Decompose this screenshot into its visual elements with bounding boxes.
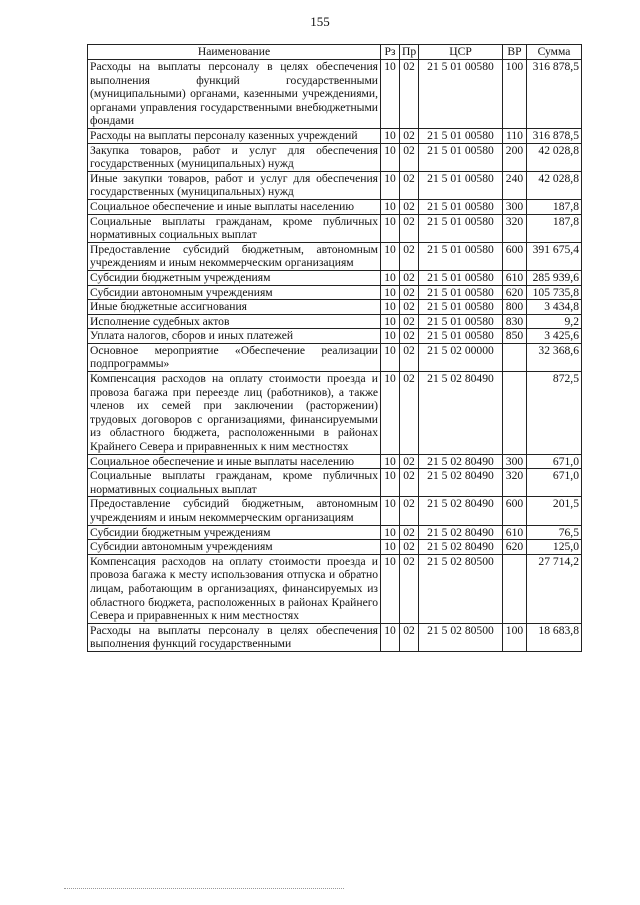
- cell-pr: 02: [400, 540, 419, 555]
- cell-rz: 10: [381, 469, 400, 497]
- table-row: [88, 554, 582, 623]
- cell-sum: 316 878,5: [527, 60, 582, 129]
- cell-pr: 02: [400, 623, 419, 651]
- cell-csr: 21 5 01 00580: [419, 300, 503, 315]
- cell-pr: 02: [400, 143, 419, 171]
- cell-name: Иные закупки товаров, работ и услуг для обеспечения государственных (муниципальных) нужд: [88, 171, 381, 199]
- cell-csr: 21 5 01 00580: [419, 242, 503, 270]
- table-row: [88, 171, 582, 199]
- table-row: [88, 300, 582, 315]
- table-row: [88, 314, 582, 329]
- cell-rz: 10: [381, 285, 400, 300]
- cell-pr: 02: [400, 329, 419, 344]
- cell-pr: 02: [400, 343, 419, 371]
- cell-pr: 02: [400, 60, 419, 129]
- cell-sum: 42 028,8: [527, 171, 582, 199]
- cell-rz: 10: [381, 143, 400, 171]
- cell-pr: 02: [400, 372, 419, 455]
- cell-rz: 10: [381, 372, 400, 455]
- cell-rz: 10: [381, 199, 400, 214]
- cell-vr: 600: [503, 497, 527, 525]
- header-pr: Пр: [400, 45, 419, 60]
- table-row: [88, 525, 582, 540]
- cell-pr: 02: [400, 497, 419, 525]
- page-number: 155: [310, 14, 330, 29]
- table-row: [88, 623, 582, 651]
- cell-sum: 18 683,8: [527, 623, 582, 651]
- cell-csr: 21 5 02 80500: [419, 623, 503, 651]
- cell-csr: 21 5 01 00580: [419, 270, 503, 285]
- cell-sum: 42 028,8: [527, 143, 582, 171]
- cell-rz: 10: [381, 540, 400, 555]
- table-row: [88, 270, 582, 285]
- cell-pr: 02: [400, 554, 419, 623]
- cell-name: Субсидии бюджетным учреждениям: [88, 270, 381, 285]
- cell-name: Расходы на выплаты персоналу в целях обеспечения выполнения функций государственными: [88, 623, 381, 651]
- cell-csr: 21 5 02 80500: [419, 554, 503, 623]
- cell-vr: 100: [503, 623, 527, 651]
- cell-name: Социальные выплаты гражданам, кроме публичных нормативных социальных выплат: [88, 469, 381, 497]
- cell-vr: 600: [503, 242, 527, 270]
- cell-vr: 110: [503, 128, 527, 143]
- cell-name: Исполнение судебных актов: [88, 314, 381, 329]
- cell-rz: 10: [381, 329, 400, 344]
- table-row: [88, 497, 582, 525]
- cell-csr: 21 5 02 80490: [419, 454, 503, 469]
- cell-sum: 285 939,6: [527, 270, 582, 285]
- cell-sum: 316 878,5: [527, 128, 582, 143]
- cell-csr: 21 5 01 00580: [419, 314, 503, 329]
- cell-name: Расходы на выплаты персоналу казенных учреждений: [88, 128, 381, 143]
- cell-vr: 200: [503, 143, 527, 171]
- table-header-row: [88, 45, 582, 60]
- cell-rz: 10: [381, 270, 400, 285]
- cell-name: Расходы на выплаты персоналу в целях обеспечения выполнения функций государственными (муниципальными) органами, казенными учреждениями, органами управления государственными внебюджетными фондами: [88, 60, 381, 129]
- cell-name: Предоставление субсидий бюджетным, автономным учреждениям и иным некоммерческим организациям: [88, 497, 381, 525]
- cell-pr: 02: [400, 199, 419, 214]
- header-csr: ЦСР: [419, 45, 503, 60]
- cell-pr: 02: [400, 454, 419, 469]
- cell-pr: 02: [400, 270, 419, 285]
- cell-vr: 240: [503, 171, 527, 199]
- cell-rz: 10: [381, 623, 400, 651]
- cell-vr: 320: [503, 469, 527, 497]
- cell-name: Закупка товаров, работ и услуг для обеспечения государственных (муниципальных) нужд: [88, 143, 381, 171]
- cell-rz: 10: [381, 60, 400, 129]
- cell-sum: 187,8: [527, 199, 582, 214]
- header-sum: Сумма: [527, 45, 582, 60]
- cell-name: Основное мероприятие «Обеспечение реализации подпрограммы»: [88, 343, 381, 371]
- cell-name: Предоставление субсидий бюджетным, автономным учреждениям и иным некоммерческим организациям: [88, 242, 381, 270]
- cell-vr: 300: [503, 199, 527, 214]
- table-row: [88, 60, 582, 129]
- cell-pr: 02: [400, 469, 419, 497]
- cell-csr: 21 5 02 80490: [419, 469, 503, 497]
- cell-csr: 21 5 01 00580: [419, 60, 503, 129]
- table-row: [88, 454, 582, 469]
- cell-pr: 02: [400, 525, 419, 540]
- table-row: [88, 469, 582, 497]
- table-body: [88, 60, 582, 652]
- table-row: [88, 199, 582, 214]
- footer-divider: [64, 888, 344, 889]
- cell-rz: 10: [381, 171, 400, 199]
- cell-name: Социальное обеспечение и иные выплаты населению: [88, 199, 381, 214]
- cell-sum: 3 434,8: [527, 300, 582, 315]
- cell-rz: 10: [381, 525, 400, 540]
- cell-sum: 105 735,8: [527, 285, 582, 300]
- cell-csr: 21 5 01 00580: [419, 199, 503, 214]
- cell-rz: 10: [381, 214, 400, 242]
- cell-name: Субсидии автономным учреждениям: [88, 285, 381, 300]
- cell-name: Социальное обеспечение и иные выплаты населению: [88, 454, 381, 469]
- table-row: [88, 343, 582, 371]
- cell-pr: 02: [400, 171, 419, 199]
- cell-vr: [503, 554, 527, 623]
- cell-rz: 10: [381, 300, 400, 315]
- cell-vr: 620: [503, 540, 527, 555]
- cell-pr: 02: [400, 214, 419, 242]
- cell-csr: 21 5 01 00580: [419, 128, 503, 143]
- cell-pr: 02: [400, 242, 419, 270]
- cell-csr: 21 5 02 80490: [419, 525, 503, 540]
- table-row: [88, 128, 582, 143]
- cell-csr: 21 5 02 80490: [419, 372, 503, 455]
- cell-sum: 671,0: [527, 469, 582, 497]
- cell-vr: 830: [503, 314, 527, 329]
- cell-csr: 21 5 01 00580: [419, 143, 503, 171]
- cell-csr: 21 5 01 00580: [419, 285, 503, 300]
- cell-pr: 02: [400, 314, 419, 329]
- header-name: Наименование: [88, 45, 381, 60]
- cell-sum: 391 675,4: [527, 242, 582, 270]
- cell-vr: 610: [503, 270, 527, 285]
- cell-rz: 10: [381, 314, 400, 329]
- cell-sum: 27 714,2: [527, 554, 582, 623]
- cell-pr: 02: [400, 285, 419, 300]
- cell-sum: 76,5: [527, 525, 582, 540]
- cell-name: Компенсация расходов на оплату стоимости проезда и провоза багажа при переезде лиц (работников), а также членов их семей при заключении (расторжении) трудовых договоров с организациями, финансируемыми из областного бюджета, расположенными в районах Крайнего Севера и приравненных к ним местностях: [88, 372, 381, 455]
- cell-csr: 21 5 01 00580: [419, 214, 503, 242]
- cell-vr: [503, 343, 527, 371]
- header-rz: Рз: [381, 45, 400, 60]
- cell-sum: 201,5: [527, 497, 582, 525]
- cell-vr: 620: [503, 285, 527, 300]
- cell-vr: 850: [503, 329, 527, 344]
- cell-csr: 21 5 02 80490: [419, 497, 503, 525]
- cell-rz: 10: [381, 242, 400, 270]
- cell-sum: 3 425,6: [527, 329, 582, 344]
- cell-vr: 100: [503, 60, 527, 129]
- cell-vr: 300: [503, 454, 527, 469]
- cell-csr: 21 5 01 00580: [419, 329, 503, 344]
- cell-sum: 671,0: [527, 454, 582, 469]
- cell-pr: 02: [400, 300, 419, 315]
- cell-pr: 02: [400, 128, 419, 143]
- table-row: [88, 214, 582, 242]
- cell-sum: 872,5: [527, 372, 582, 455]
- cell-name: Компенсация расходов на оплату стоимости проезда и провоза багажа к месту использования отпуска и обратно лицам, работающим в организациях, финансируемых из областного бюджета, расположенных в районах Крайнего Севера и приравненных к ним местностях: [88, 554, 381, 623]
- table-row: [88, 143, 582, 171]
- cell-rz: 10: [381, 497, 400, 525]
- cell-vr: 320: [503, 214, 527, 242]
- cell-rz: 10: [381, 554, 400, 623]
- cell-csr: 21 5 02 00000: [419, 343, 503, 371]
- budget-table: [87, 44, 582, 652]
- table-row: [88, 285, 582, 300]
- cell-name: Социальные выплаты гражданам, кроме публичных нормативных социальных выплат: [88, 214, 381, 242]
- cell-rz: 10: [381, 128, 400, 143]
- cell-csr: 21 5 02 80490: [419, 540, 503, 555]
- table-row: [88, 329, 582, 344]
- cell-name: Субсидии автономным учреждениям: [88, 540, 381, 555]
- header-vr: ВР: [503, 45, 527, 60]
- table-row: [88, 242, 582, 270]
- cell-sum: 9,2: [527, 314, 582, 329]
- cell-vr: 800: [503, 300, 527, 315]
- cell-csr: 21 5 01 00580: [419, 171, 503, 199]
- table-row: [88, 540, 582, 555]
- cell-rz: 10: [381, 343, 400, 371]
- cell-sum: 125,0: [527, 540, 582, 555]
- cell-vr: 610: [503, 525, 527, 540]
- cell-rz: 10: [381, 454, 400, 469]
- cell-sum: 32 368,6: [527, 343, 582, 371]
- cell-name: Субсидии бюджетным учреждениям: [88, 525, 381, 540]
- cell-vr: [503, 372, 527, 455]
- cell-name: Уплата налогов, сборов и иных платежей: [88, 329, 381, 344]
- cell-sum: 187,8: [527, 214, 582, 242]
- cell-name: Иные бюджетные ассигнования: [88, 300, 381, 315]
- table-row: [88, 372, 582, 455]
